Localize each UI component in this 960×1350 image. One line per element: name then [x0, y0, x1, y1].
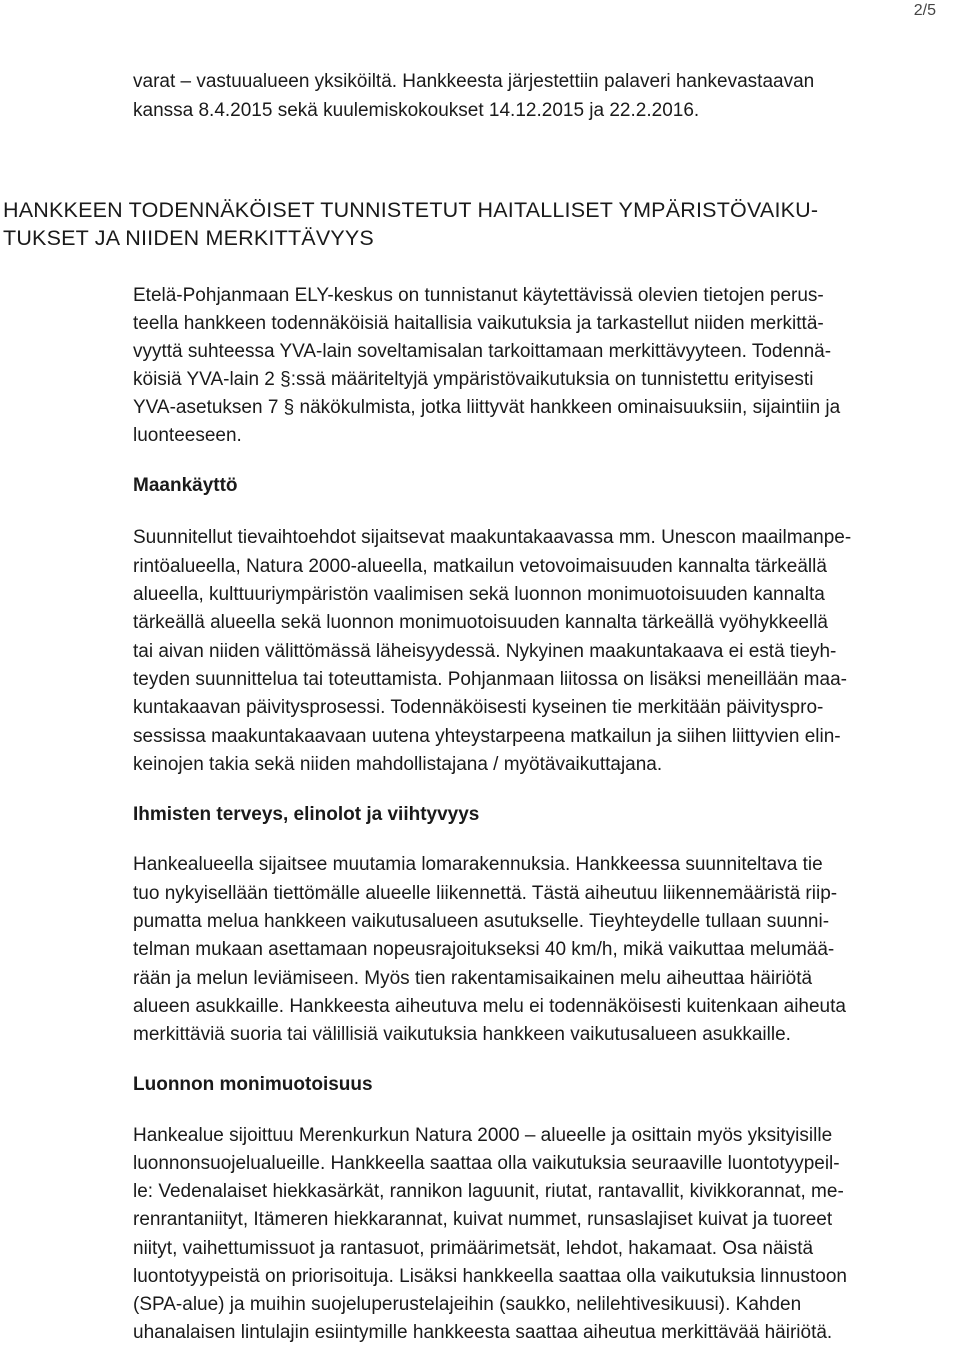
paragraph-line: tuo nykyisellään tiettömälle alueelle liikennettä. Tästä aiheutuu liikennemääristä riip-: [133, 883, 838, 904]
paragraph-line: alueella, kulttuuriympäristön vaalimisen sekä luonnon monimuotoisuuden kannalta: [133, 584, 825, 605]
paragraph-line: YVA-asetuksen 7 § näkökulmista, jotka liittyvät hankkeen ominaisuuksiin, sijaintiin ja: [133, 397, 841, 418]
paragraph-line: rintöalueella, Natura 2000-alueella, matkailun vetovoimaisuuden kannalta tärkeällä: [133, 556, 827, 577]
intro-line: varat – vastuualueen yksiköiltä. Hankkeesta järjestettiin palaveri hankevastaavan: [133, 71, 815, 92]
main-heading-line: TUKSET JA NIIDEN MERKITTÄVYYS: [3, 226, 374, 250]
paragraph-line: (SPA-alue) ja muihin suojeluperustelajeihin (saukko, nelilehtivesikuusi). Kahden: [133, 1294, 802, 1315]
paragraph-line: alueen asukkaille. Hankkeesta aiheutuva melu ei todennäköisesti kuitenkaan aiheuta: [133, 996, 846, 1017]
paragraph-line: rään ja melun leviämiseen. Myös tien rakentamisaikainen melu aiheuttaa häiriötä: [133, 968, 813, 989]
section-heading-ihmisten: Ihmisten terveys, elinolot ja viihtyvyys: [133, 804, 480, 825]
paragraph-line: luonteeseen.: [133, 425, 242, 446]
paragraph-line: sessissa maakuntakaavaan uutena yhteystarpeena matkailun ja siihen liittyvien elin-: [133, 726, 841, 747]
paragraph-line: luontotyypeistä on priorisoituja. Lisäksi hankkeella saattaa olla vaikutuksia linnustoon: [133, 1266, 847, 1287]
paragraph-line: teella hankkeen todennäköisiä haitallisia vaikutuksia ja tarkastellut niiden merkittä-: [133, 313, 824, 334]
paragraph-line: Etelä-Pohjanmaan ELY-keskus on tunnistanut käytettävissä olevien tietojen perus-: [133, 285, 824, 306]
paragraph-line: tärkeällä alueella sekä luonnon monimuotoisuuden kannalta tärkeällä vyöhykkeellä: [133, 612, 828, 633]
paragraph-line: vyyttä suhteessa YVA-lain soveltamisalan tarkoittamaan merkittävyyteen. Todennä-: [133, 341, 832, 362]
paragraph-line: telman mukaan asettamaan nopeusrajoitukseksi 40 km/h, mikä vaikuttaa melumää-: [133, 939, 835, 960]
paragraph-line: köisiä YVA-lain 2 §:ssä määriteltyjä ympäristövaikutuksia on tunnistettu erityisesti: [133, 369, 814, 390]
intro-line: kanssa 8.4.2015 sekä kuulemiskokoukset 14.12.2015 ja 22.2.2016.: [133, 100, 700, 121]
section-heading-maankaytto: Maankäyttö: [133, 475, 238, 496]
paragraph-line: Suunnitellut tievaihtoehdot sijaitsevat maakuntakaavassa mm. Unescon maailmanpe-: [133, 527, 852, 548]
paragraph-line: niityt, vaihettumissuot ja rantasuot, primäärimetsät, lehdot, hakamaat. Osa näistä: [133, 1238, 814, 1259]
paragraph-line: pumatta melua hankkeen vaikutusalueen asutukselle. Tieyhteydelle tullaan suunni-: [133, 911, 830, 932]
paragraph-line: merkittäviä suoria tai välillisiä vaikutuksia hankkeen vaikutusalueen asukkaille.: [133, 1024, 791, 1045]
paragraph-line: le: Vedenalaiset hiekkasärkät, rannikon laguunit, riutat, rantavallit, kivikkorannat, me-: [133, 1181, 844, 1202]
main-heading-line: HANKKEEN TODENNÄKÖISET TUNNISTETUT HAITALLISET YMPÄRISTÖVAIKU-: [3, 198, 819, 222]
section-heading-luonnon: Luonnon monimuotoisuus: [133, 1074, 373, 1095]
paragraph-line: keinojen takia sekä niiden mahdollistajana / myötävaikuttajana.: [133, 754, 663, 775]
paragraph-line: Hankealueella sijaitsee muutamia lomarakennuksia. Hankkeessa suunniteltava tie: [133, 854, 823, 875]
paragraph-line: luonnonsuojelualueille. Hankkeella saattaa olla vaikutuksia seuraaville luontotyypeil-: [133, 1153, 840, 1174]
paragraph-line: kuntakaavan päivitysprosessi. Todennäköisesti kyseinen tie merkitään päivityspro-: [133, 697, 824, 718]
page-number: 2/5: [913, 2, 936, 19]
paragraph-line: teyden suunnittelua tai toteuttamista. Pohjanmaan liitossa on lisäksi meneillään maa-: [133, 669, 847, 690]
paragraph-line: Hankealue sijoittuu Merenkurkun Natura 2000 – alueelle ja osittain myös yksityisille: [133, 1125, 833, 1146]
paragraph-line: renrantaniityt, Itämeren hiekkarannat, kuivat nummet, runsaslajiset kuivat ja tuoreet: [133, 1209, 833, 1230]
paragraph-line: uhanalaisen lintulajin esiintymille hankkeesta saattaa aiheutua merkittävää häiriötä.: [133, 1322, 833, 1343]
paragraph-line: tai aivan niiden välittömässä läheisyydessä. Nykyinen maakuntakaava ei estä tieyh-: [133, 641, 837, 662]
